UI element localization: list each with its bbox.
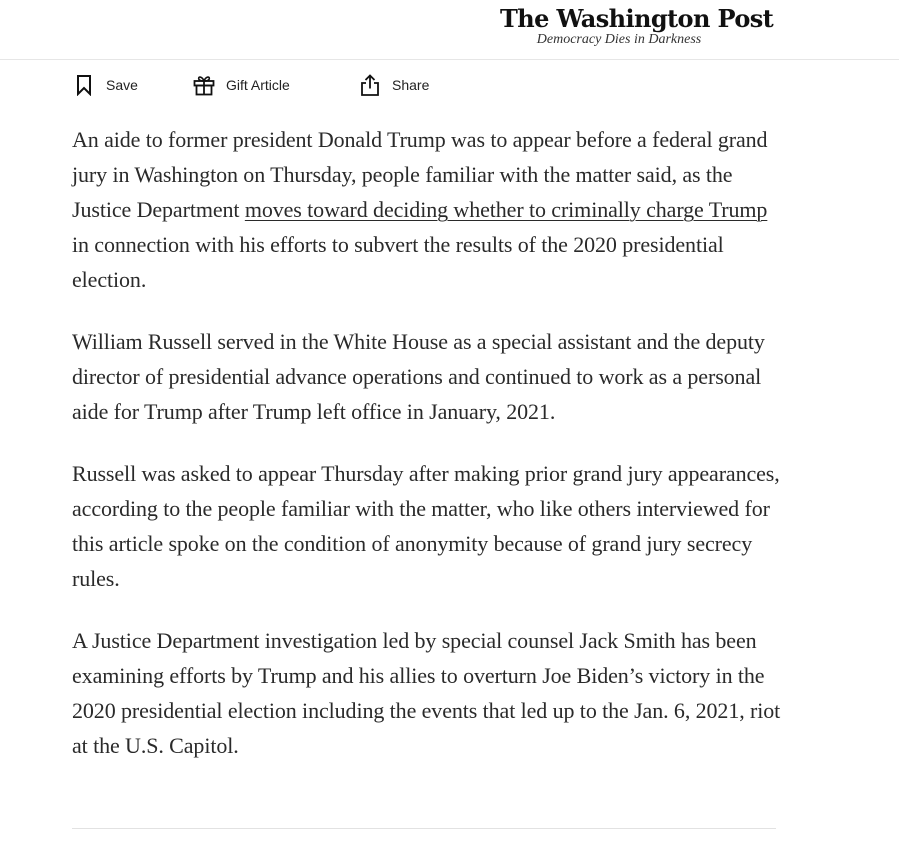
gift-icon: [192, 73, 216, 97]
article-action-bar: [72, 72, 468, 98]
share-icon: [358, 73, 382, 97]
article-paragraph: William Russell served in the White House as a special assistant and the deputy director of presidential advance operations and continued to work as a personal aide for Trump after Trump left office in January, 2021.: [72, 329, 765, 424]
share-button[interactable]: [358, 73, 468, 97]
article-paragraph: [72, 122, 782, 297]
logo-title: The Washington Post: [500, 4, 774, 33]
masthead: [0, 0, 899, 60]
paragraph-text: An aide to former president Donald Trump was to appear before a federal grand jury in Washington on Thursday, people familiar with the matter said, as the Justice Department: [72, 127, 768, 222]
logo-tagline: Democracy Dies in Darkness: [536, 32, 702, 47]
article-divider: [72, 828, 776, 829]
article-link[interactable]: moves toward deciding whether to criminally charge Trump: [244, 197, 768, 222]
gift-article-label: Gift Article: [226, 77, 290, 93]
share-label: Share: [392, 77, 430, 93]
article-paragraph: A Justice Department investigation led by special counsel Jack Smith has been examining efforts by Trump and his allies to overturn Joe Biden’s victory in the 2020 presidential election including the events that led up to the Jan. 6, 2021, riot at the U.S. Capitol.: [72, 628, 781, 758]
article-paragraph: Russell was asked to appear Thursday after making prior grand jury appearances, according to the people familiar with the matter, who like others interviewed for this article spoke on the condition of anonymity because of grand jury secrecy rules.: [72, 461, 780, 591]
save-label: Save: [106, 77, 138, 93]
washington-post-logo[interactable]: [500, 4, 774, 47]
save-button[interactable]: [72, 73, 192, 97]
gift-article-button[interactable]: [192, 73, 358, 97]
article-body: [72, 122, 782, 790]
bookmark-icon: [72, 73, 96, 97]
paragraph-text: in connection with his efforts to subvert the results of the 2020 presidential election.: [72, 232, 724, 292]
